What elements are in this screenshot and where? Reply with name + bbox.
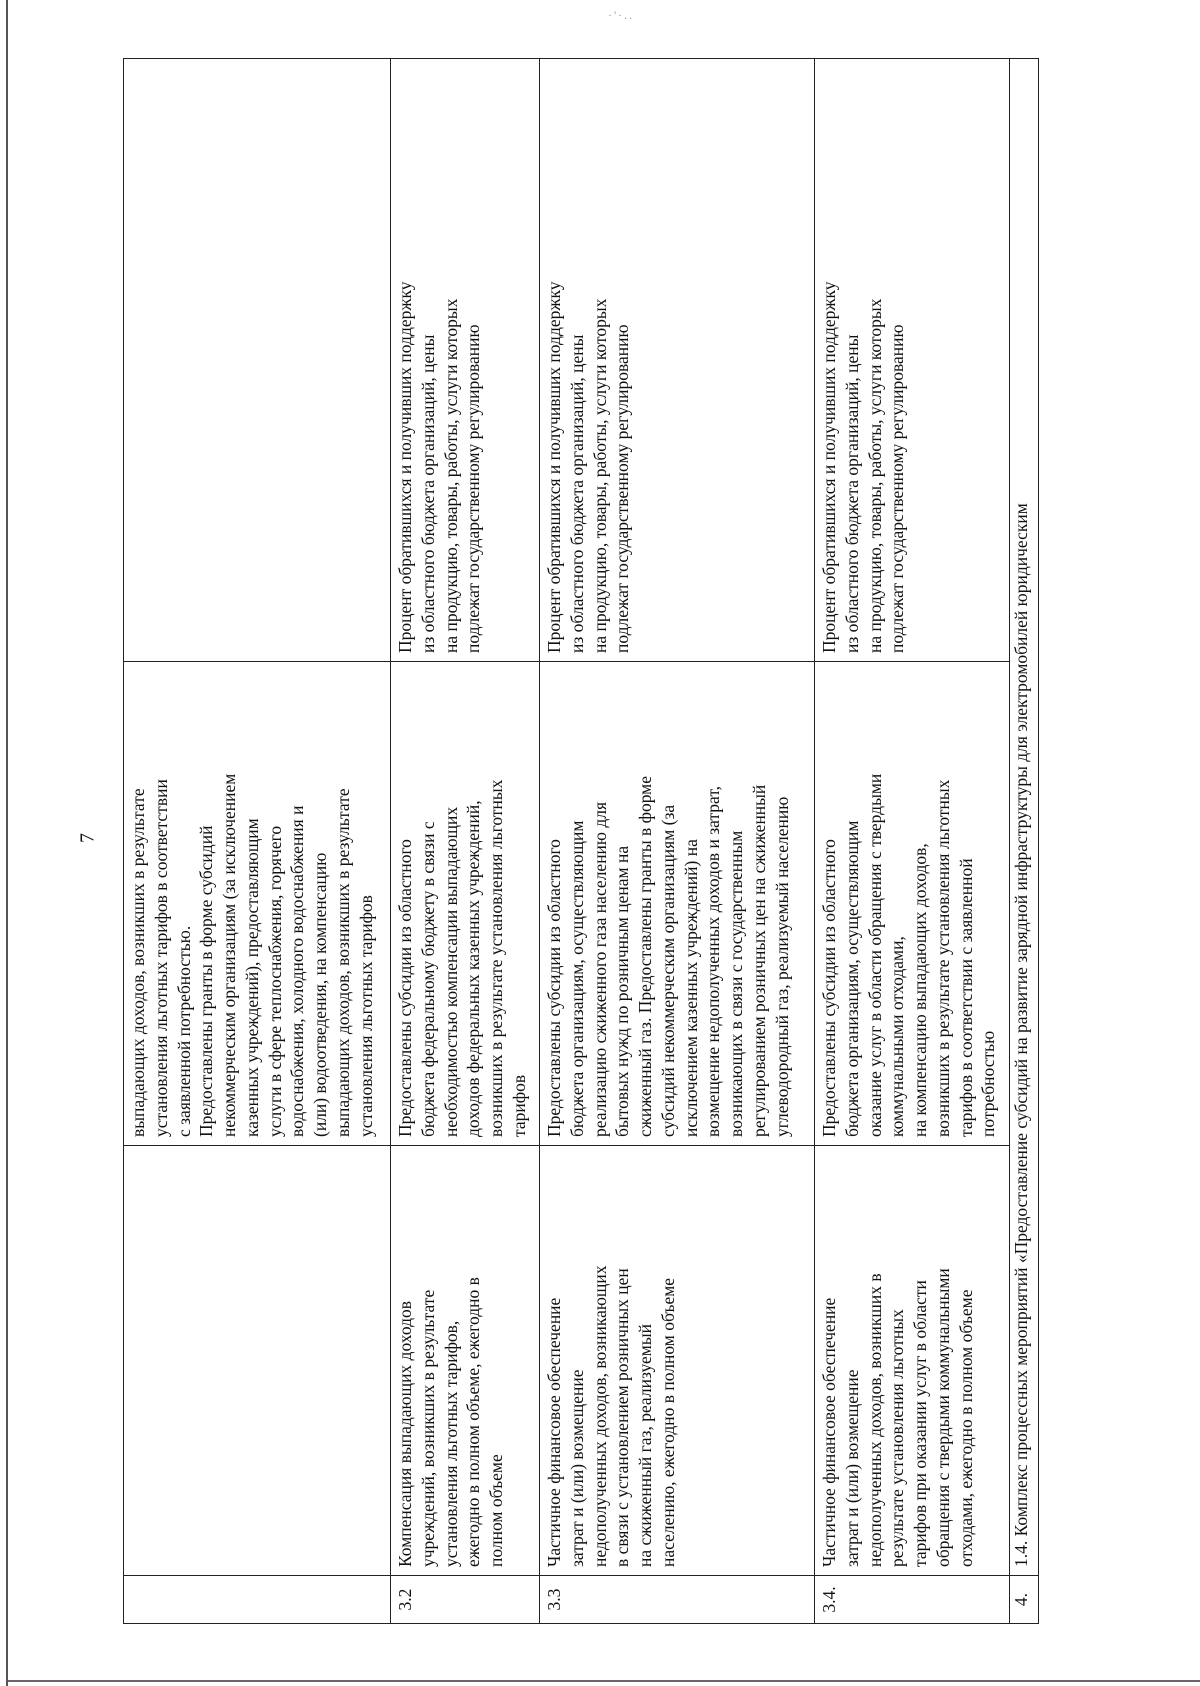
scan-specks: ·'·..	[608, 8, 635, 22]
indicator-cell	[124, 59, 391, 662]
rotated-table-container	[123, 59, 1170, 1624]
indicator-cell: Процент обратившихся и получивших поддержку из областного бюджета организаций, цены на продукцию, товары, работы, услуги которых подлежат государственному регулированию	[815, 59, 1010, 662]
description-cell: Предоставлены субсидии из областного бюджета организациям, осуществляющим оказание услуг в области обращения с твердыми коммунальными отходами, на компенсацию выпадающих доходов, возникших в результате установления льготных тарифов в соответствии с заявленной потребностью	[815, 662, 1010, 1146]
result-cell: Компенсация выпадающих доходов учреждений, возникших в результате установления льготных тарифов, ежегодно в полном объеме, ежегодно в полном объеме	[391, 1146, 540, 1576]
description-cell: Предоставлены субсидии из областного бюджета организациям, осуществляющим реализацию сжиженного газа населению для бытовых нужд по розничным ценам на сжиженный газ. Предоставлены гранты в форме субсидий некоммерческим организациям (за исключением казенных учреждений) на возмещение недополученных доходов и затрат, возникающих в связи с государственным регулированием розничных цен на сжиженный углеводородный газ, реализуемый населению	[540, 662, 815, 1146]
table-row	[815, 59, 1010, 1624]
indicator-cell: Процент обратившихся и получивших поддержку из областного бюджета организаций, цены на продукцию, товары, работы, услуги которых подлежат государственному регулированию	[391, 59, 540, 662]
result-cell: Частичное финансовое обеспечение затрат и (или) возмещение недополученных доходов, возникающих в связи с установлением розничных цен на сжиженный газ, реализуемый населению, ежегодно в полном объеме	[540, 1146, 815, 1576]
result-cell	[124, 1146, 391, 1576]
row-number-cell: 3.4.	[815, 1576, 1010, 1624]
page-number: 7	[76, 833, 99, 843]
row-number-cell: 4.	[1010, 1576, 1039, 1624]
table-row-section	[1010, 59, 1039, 1624]
section-title-cell: 1.4. Комплекс процессных мероприятий «Предоставление субсидий на развитие зарядной инфраструктуры для электромобилей юридическим	[1010, 59, 1039, 1576]
page-bottom-edge	[8, 1680, 1200, 1682]
row-number-cell: 3.3	[540, 1576, 815, 1624]
row-number-cell	[124, 1576, 391, 1624]
table-row	[391, 59, 540, 1624]
table-row	[540, 59, 815, 1624]
measures-table	[123, 58, 1039, 1624]
indicator-cell: Процент обратившихся и получивших поддержку из областного бюджета организаций, цены на продукцию, товары, работы, услуги которых подлежат государственному регулированию	[540, 59, 815, 662]
result-cell: Частичное финансовое обеспечение затрат и (или) возмещение недополученных доходов, возникших в результате установления льготных тарифов при оказании услуг в области обращения с твердыми коммунальными отходами, ежегодно в полном объеме	[815, 1146, 1010, 1576]
description-cell: Предоставлены субсидии из областного бюджета федеральному бюджету в связи с необходимостью компенсации выпадающих доходов федеральных казенных учреждений, возникших в результате установления льготных тарифов	[391, 662, 540, 1146]
row-number-cell: 3.2	[391, 1576, 540, 1624]
description-cell: выпадающих доходов, возникших в результате установления льготных тарифов в соответствии с заявленной потребностью. Предоставлены гранты в форме субсидий некоммерческим организациям (за исключением казенных учреждений), предоставляющим услуги в сфере теплоснабжения, горячего водоснабжения, холодного водоснабжения и (или) водоотведения, на компенсацию выпадающих доходов, возникших в результате установления льготных тарифов	[124, 662, 391, 1146]
table-row	[124, 59, 391, 1624]
page-left-edge	[6, 0, 8, 1686]
